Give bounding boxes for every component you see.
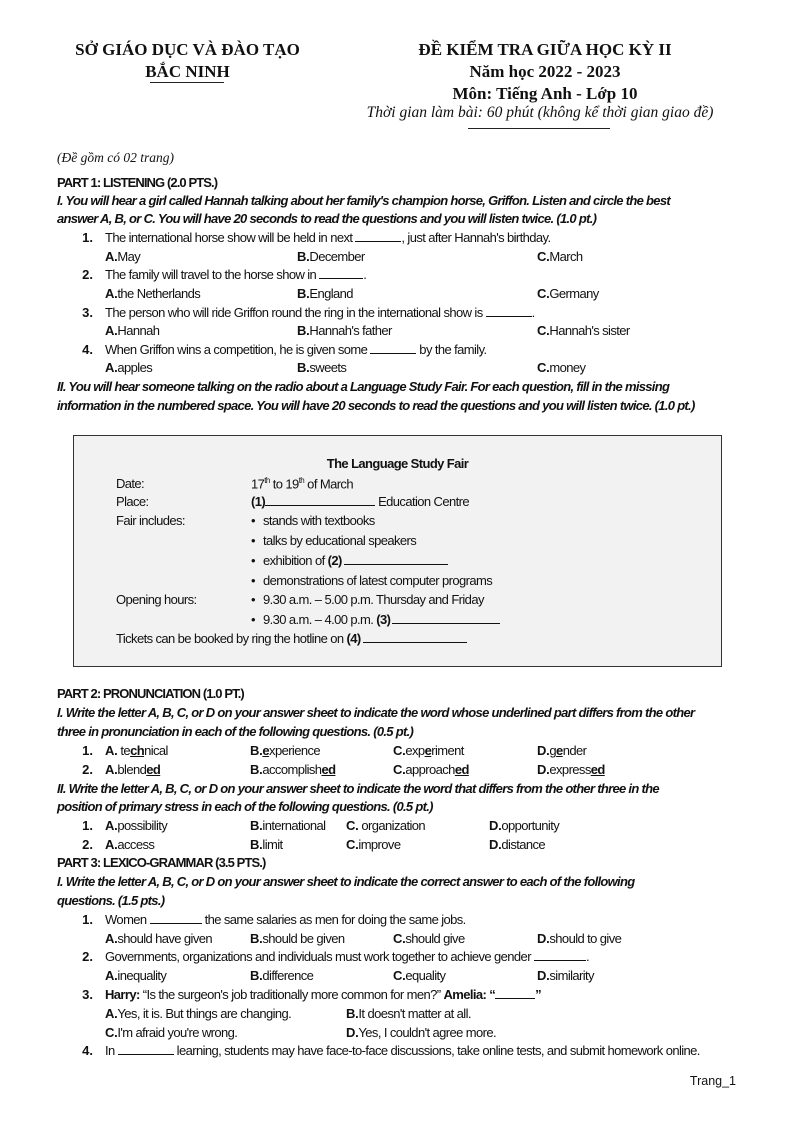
option-d: D.expressed [537, 762, 605, 777]
option-a: A. technical [105, 743, 168, 758]
part2-instr-2a: II. Write the letter A, B, C, or D on your answer sheet to indicate the word that differs from the other three in the [57, 781, 659, 796]
fair-item: • exhibition of (2) [251, 553, 448, 568]
part2-instr-1b: three in pronunciation in each of the following questions. (0.5 pt.) [57, 724, 414, 739]
option-c: C.equality [393, 968, 446, 983]
part1-instr-1b: answer A, B, or C. You will have 20 seconds to read the questions and you will listen twice. (1.0 pt.) [57, 211, 597, 226]
hours-item: • 9.30 a.m. – 5.00 p.m. Thursday and Friday [251, 592, 484, 607]
option-b: B.international [250, 818, 326, 833]
option-a: A.the Netherlands [105, 286, 201, 301]
option-a: A.Hannah [105, 323, 160, 338]
option-b: B.accomplished [250, 762, 336, 777]
hours-label: Opening hours: [116, 592, 197, 607]
question-number: 2. [82, 762, 93, 777]
page-footer: Trang_1 [689, 1074, 736, 1088]
option-a: A.May [105, 249, 141, 264]
option-d: D.similarity [537, 968, 594, 983]
option-b: B.It doesn't matter at all. [346, 1006, 471, 1021]
question-number: 2. [82, 837, 93, 852]
hours-item: • 9.30 a.m. – 4.00 p.m. (3) [251, 612, 500, 627]
option-b: B.difference [250, 968, 314, 983]
subject: Môn: Tiếng Anh - Lớp 10 [452, 84, 638, 103]
part1-instr-2a: II. You will hear someone talking on the radio about a Language Study Fair. For each question, fill in the missing [57, 379, 670, 394]
page-count-note: (Đề gồm có 02 trang) [57, 150, 174, 165]
option-b: B.experience [250, 743, 321, 758]
option-c: C.should give [393, 931, 465, 946]
question-number: 1. [82, 818, 93, 833]
fair-item: • stands with textbooks [251, 513, 375, 528]
question-text: When Griffon wins a competition, he is given some by the family. [105, 342, 487, 357]
date-label: Date: [116, 476, 145, 491]
part1-title: PART 1: LISTENING (2.0 PTS.) [57, 175, 218, 190]
option-a: A.Yes, it is. But things are changing. [105, 1006, 292, 1021]
question-number: 2. [82, 267, 93, 282]
option-c: C.improve [346, 837, 401, 852]
option-b: B.England [297, 286, 353, 301]
exam-title: ĐỀ KIỂM TRA GIỮA HỌC KỲ II [418, 40, 672, 59]
question-number: 1. [82, 230, 93, 245]
question-number: 1. [82, 912, 93, 927]
place-label: Place: [116, 494, 149, 509]
part3-instr-1b: questions. (1.5 pts.) [57, 893, 165, 908]
option-b: B.limit [250, 837, 283, 852]
question-text: In learning, students may have face-to-face discussions, take online tests, and submit homework online. [105, 1043, 700, 1058]
option-a: A.access [105, 837, 155, 852]
option-a: A.possibility [105, 818, 168, 833]
box-title: The Language Study Fair [326, 456, 469, 471]
question-number: 3. [82, 987, 93, 1002]
question-text: Harry: “Is the surgeon's job traditionally more common for men?” Amelia: “ ” [105, 987, 542, 1002]
fair-item: • talks by educational speakers [251, 533, 416, 548]
tickets-line: Tickets can be booked by ring the hotline on (4) [116, 631, 467, 646]
part1-instr-1a: I. You will hear a girl called Hannah talking about her family's champion horse, Griffon. Listen and circle the best [57, 193, 670, 208]
question-text: Women the same salaries as men for doing the same jobs. [105, 912, 466, 927]
part2-instr-2b: position of primary stress in each of the following questions. (0.5 pt.) [57, 799, 433, 814]
question-number: 3. [82, 305, 93, 320]
option-c: C.Germany [537, 286, 599, 301]
option-a: A.apples [105, 360, 153, 375]
dept-name: SỞ GIÁO DỤC VÀ ĐÀO TẠO [75, 40, 300, 59]
option-a: A.blended [105, 762, 161, 777]
exam-body-lower [57, 0, 747, 1123]
fair-item: • demonstrations of latest computer programs [251, 573, 492, 588]
part2-title: PART 2: PRONUNCIATION (1.0 PT.) [57, 686, 244, 701]
part1-instr-2b: information in the numbered space. You will have 20 seconds to read the questions and you will listen twice. (1.0 pt.) [57, 398, 695, 413]
option-c: C.money [537, 360, 586, 375]
option-a: A.should have given [105, 931, 213, 946]
school-year: Năm học 2022 - 2023 [469, 62, 621, 81]
date-value: 17th to 19th of March [251, 476, 353, 492]
part3-title: PART 3: LEXICO-GRAMMAR (3.5 PTS.) [57, 855, 266, 870]
place-value: (1) Education Centre [251, 494, 469, 509]
question-number: 4. [82, 342, 93, 357]
question-text: The person who will ride Griffon round the ring in the international show is . [105, 305, 535, 320]
part2-instr-1a: I. Write the letter A, B, C, or D on your answer sheet to indicate the word whose underlined part differs from the other [57, 705, 695, 720]
option-b: B.sweets [297, 360, 347, 375]
question-text: Governments, organizations and individuals must work together to achieve gender . [105, 949, 589, 964]
option-c: C.March [537, 249, 583, 264]
question-number: 4. [82, 1043, 93, 1058]
option-a: A.inequality [105, 968, 167, 983]
option-b: B.Hannah's father [297, 323, 392, 338]
option-c: C.Hannah's sister [537, 323, 630, 338]
option-c: C. organization [346, 818, 426, 833]
option-b: B.should be given [250, 931, 345, 946]
option-d: D.gender [537, 743, 587, 758]
question-text: The family will travel to the horse show in . [105, 267, 367, 282]
option-d: D.Yes, I couldn't agree more. [346, 1025, 496, 1040]
question-number: 2. [82, 949, 93, 964]
fair-label: Fair includes: [116, 513, 185, 528]
option-b: B.December [297, 249, 365, 264]
part3-instr-1a: I. Write the letter A, B, C, or D on your answer sheet to indicate the correct answer to each of the following [57, 874, 635, 889]
question-number: 1. [82, 743, 93, 758]
question-text: The international horse show will be held in next , just after Hannah's birthday. [105, 230, 551, 245]
option-c: C.experiment [393, 743, 464, 758]
option-d: D.opportunity [489, 818, 560, 833]
option-d: D.distance [489, 837, 546, 852]
time-allowed: Thời gian làm bài: 60 phút (không kể thời gian giao đề) [366, 104, 714, 121]
option-c: C.approached [393, 762, 469, 777]
option-d: D.should to give [537, 931, 622, 946]
province-name: BẮC NINH [145, 62, 230, 81]
option-c: C.I'm afraid you're wrong. [105, 1025, 238, 1040]
